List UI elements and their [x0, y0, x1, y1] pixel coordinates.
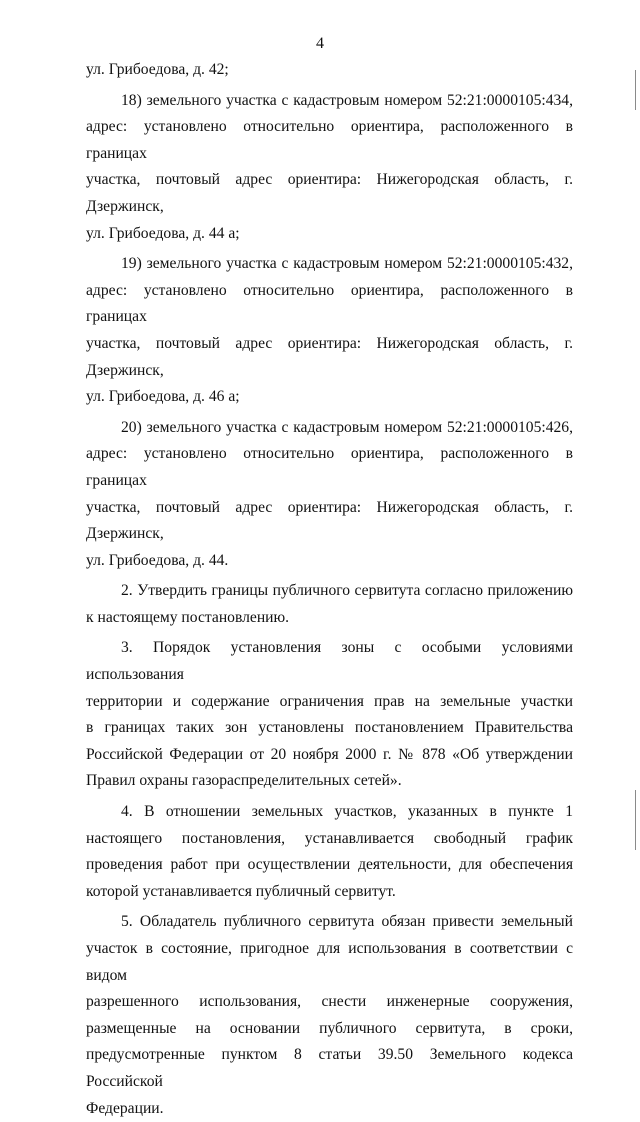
item-19-line-1: 19) земельного участка с кадастровым номером 52:21:0000105:432,	[121, 255, 573, 273]
text-line: ул. Грибоедова, д. 46 а;	[86, 388, 240, 406]
text-line: настоящего постановления, устанавливается свободный график	[86, 829, 573, 847]
text-line: Российской Федерации от 20 ноября 2000 г. № 878 «Об утверждении	[86, 745, 573, 763]
item-20-line-1: 20) земельного участка с кадастровым номером 52:21:0000105:426,	[121, 418, 573, 436]
text-line: ул. Грибоедова, д. 44.	[86, 551, 229, 569]
text-line: адрес: установлено относительно ориентира, расположенного в границах	[86, 445, 573, 489]
clause-2-line-1: 2. Утвердить границы публичного сервитута согласно приложению	[121, 582, 573, 600]
clause-4-line-1: 4. В отношении земельных участков, указанных в пункте 1	[121, 803, 573, 821]
text-line: участок в состояние, пригодное для использования в соответствии с видом	[86, 940, 573, 984]
text-line: разрешенного использования, снести инженерные сооружения,	[86, 993, 573, 1011]
text-line: Правил охраны газораспределительных сетей».	[86, 772, 402, 790]
text-line: адрес: установлено относительно ориентира, расположенного в границах	[86, 281, 573, 326]
clause-3-line-1: 3. Порядок установления зоны с особыми условиями использования	[86, 639, 573, 684]
text-line: ул. Грибоедова, д. 44 а;	[86, 224, 240, 242]
scan-edge-mark	[635, 790, 636, 850]
text-line: территории и содержание ограничения прав на земельные участки	[86, 692, 573, 710]
text-line: которой устанавливается публичный сервитут.	[86, 882, 396, 900]
text-line: к настоящему постановлению.	[86, 608, 290, 626]
text-line: проведения работ при осуществлении деятельности, для обеспечения	[86, 856, 573, 874]
item-18-line-1: 18) земельного участка с кадастровым номером 52:21:0000105:434,	[121, 91, 573, 109]
text-line: Федерации.	[86, 1099, 164, 1117]
text-line: в границах таких зон установлены постановлением Правительства	[86, 719, 573, 737]
page-number: 4	[316, 35, 324, 52]
document-body	[86, 57, 573, 1122]
text-line: участка, почтовый адрес ориентира: Нижегородская область, г. Дзержинск,	[86, 334, 573, 379]
text-line: адрес: установлено относительно ориентира, расположенного в границах	[86, 118, 573, 162]
scan-edge-mark	[635, 70, 636, 110]
text-line: участка, почтовый адрес ориентира: Нижегородская область, г. Дзержинск,	[86, 498, 573, 543]
text-line: размещенные на основании публичного сервитута, в сроки,	[86, 1019, 573, 1037]
text-line: предусмотренные пунктом 8 статьи 39.50 Земельного кодекса Российской	[86, 1046, 573, 1090]
text-line: ул. Грибоедова, д. 42;	[86, 61, 229, 78]
clause-5-line-1: 5. Обладатель публичного сервитута обязан привести земельный	[121, 913, 573, 931]
text-line: участка, почтовый адрес ориентира: Нижегородская область, г. Дзержинск,	[86, 171, 573, 215]
